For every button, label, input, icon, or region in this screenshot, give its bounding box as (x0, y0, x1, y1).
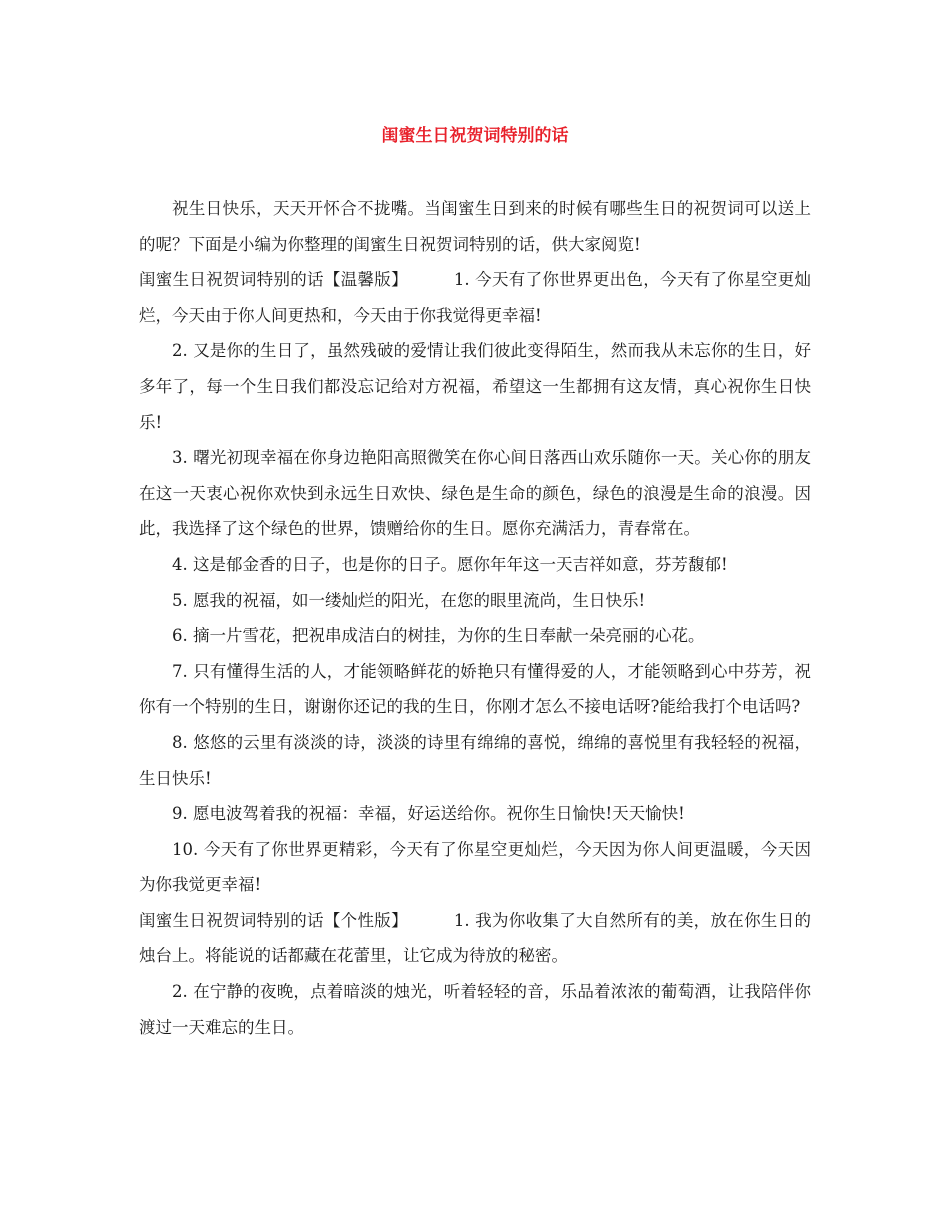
section-2-paragraph (139, 903, 811, 974)
section-2-item-2: 2. 在宁静的夜晚，点着暗淡的烛光，听着轻轻的音，乐品着浓浓的葡萄酒，让我陪伴你渡过一天难忘的生日。 (139, 982, 811, 1037)
section-1-heading: 闺蜜生日祝贺词特别的话【温馨版】 (139, 270, 408, 290)
section-1-item-6: 6. 摘一片雪花，把祝串成洁白的树挂，为你的生日奉献一朵亮丽的心花。 (172, 626, 705, 646)
section-1-item-3: 3. 曙光初现幸福在你身边艳阳高照微笑在你心间日落西山欢乐随你一天。关心你的朋友在这一天衷心祝你欢快到永远生日欢快、绿色是生命的颜色，绿色的浪漫是生命的浪漫。因此，我选择了这个绿色的世界，馈赠给你的生日。愿你充满活力，青春常在。 (139, 448, 811, 539)
section-1-item-1: 1. 今天有了你世界更出色，今天有了你星空更灿烂，今天由于你人间更热和，今天由于你我觉得更幸福! (139, 270, 811, 325)
section-1-item-10: 10. 今天有了你世界更精彩，今天有了你星空更灿烂，今天因为你人间更温暖，今天因为你我觉更幸福! (139, 839, 811, 895)
intro-paragraph: 祝生日快乐，天天开怀合不拢嘴。当闺蜜生日到来的时候有哪些生日的祝贺词可以送上的呢？下面是小编为你整理的闺蜜生日祝贺词特别的话，供大家阅览! (139, 199, 811, 254)
section-1-item-2: 2. 又是你的生日了，虽然残破的爱情让我们彼此变得陌生，然而我从未忘你的生日，好多年了，每一个生日我们都没忘记给对方祝福，希望这一生都拥有这友情，真心祝你生日快乐! (139, 341, 811, 432)
section-1-item-4: 4. 这是郁金香的日子，也是你的日子。愿你年年这一天吉祥如意，芬芳馥郁! (172, 554, 728, 574)
page-title: 闺蜜生日祝贺词特别的话 (381, 126, 569, 146)
section-2-heading: 闺蜜生日祝贺词特别的话【个性版】 (139, 910, 408, 930)
document-body (139, 191, 811, 1045)
section-1-item-8: 8. 悠悠的云里有淡淡的诗，淡淡的诗里有绵绵的喜悦，绵绵的喜悦里有我轻轻的祝福，生日快乐! (139, 732, 811, 788)
section-1-paragraph (139, 262, 811, 333)
section-1-item-7: 7. 只有懂得生活的人，才能领略鲜花的娇艳只有懂得爱的人，才能领略到心中芬芳，祝你有一个特别的生日，谢谢你还记的我的生日，你刚才怎么不接电话呀?能给我打个电话吗? (139, 661, 811, 717)
section-2-item-1: 1. 我为你收集了大自然所有的美，放在你生日的烛台上。将能说的话都藏在花蕾里，让它成为待放的秘密。 (139, 910, 811, 966)
section-1-item-5: 5. 愿我的祝福，如一缕灿烂的阳光，在您的眼里流尚，生日快乐! (172, 590, 646, 610)
section-1-item-9: 9. 愿电波驾着我的祝福：幸福，好运送给你。祝你生日愉快!天天愉快! (172, 804, 685, 824)
